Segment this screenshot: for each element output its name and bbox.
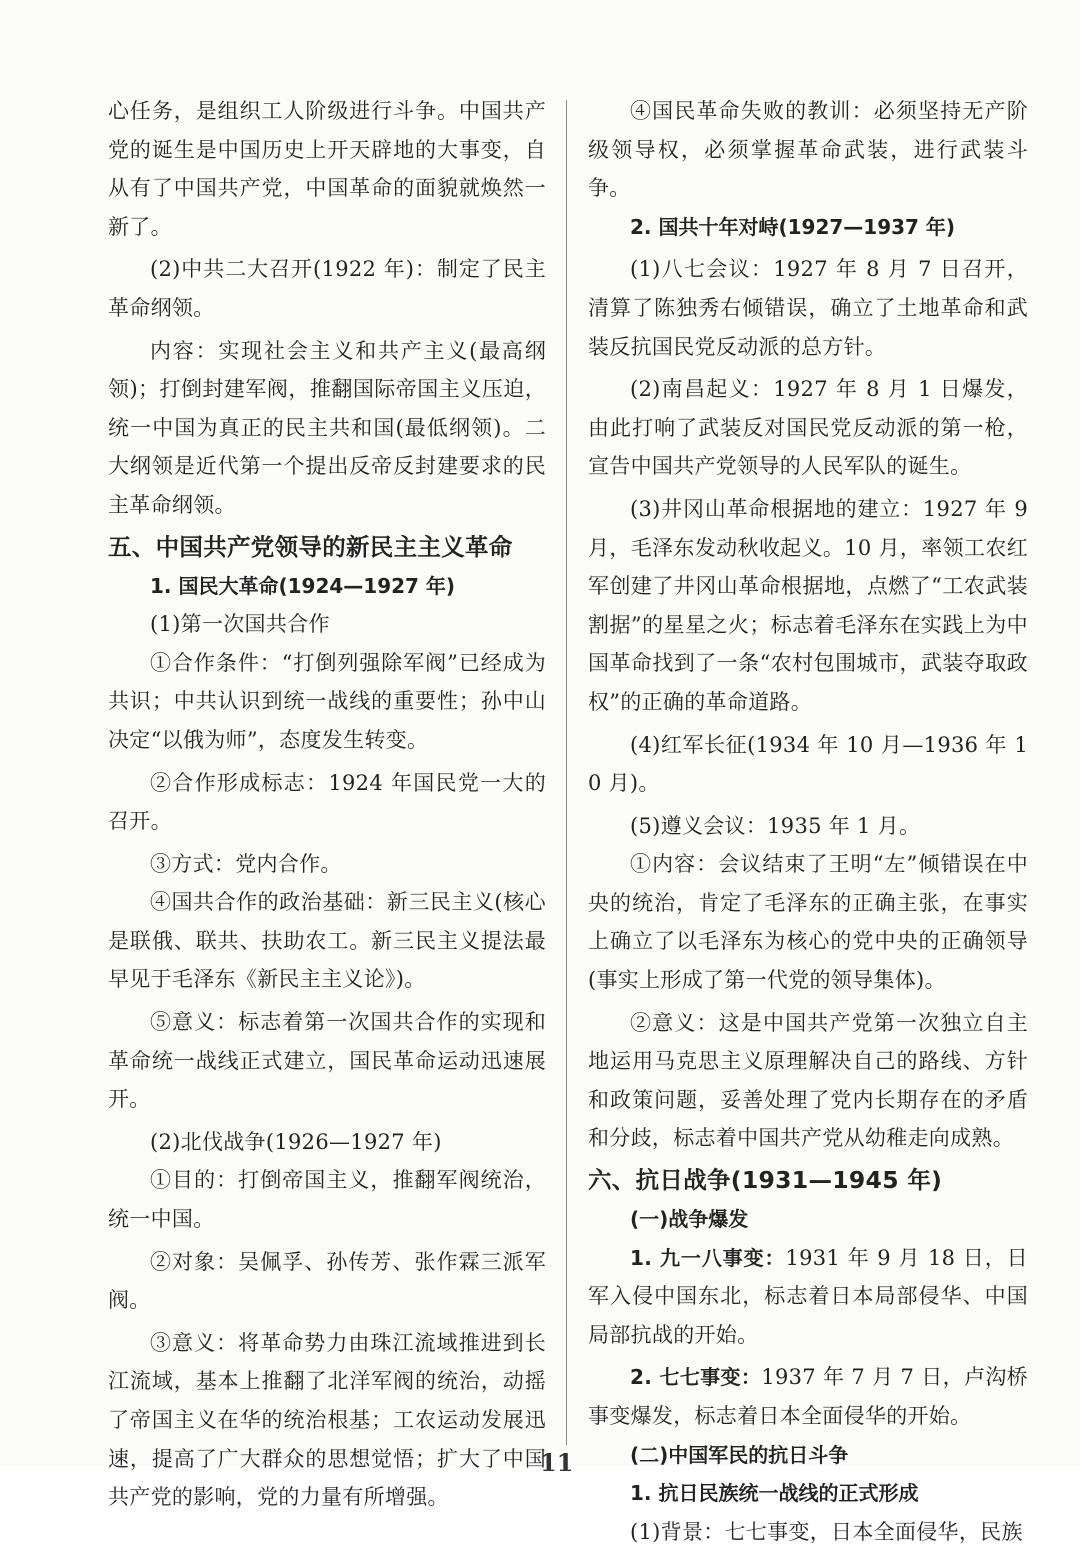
paragraph: (1)第一次国共合作 (150, 612, 330, 637)
subsection-heading: (二)中国军民的抗日斗争 (630, 1442, 849, 1467)
paragraph: (2)北伐战争(1926—1927 年) (150, 1129, 442, 1154)
paragraph: (5)遵义会议：1935 年 1 月。 (630, 813, 921, 838)
paragraph: ②对象：吴佩孚、孙传芳、张作霖三派军阀。 (108, 1249, 546, 1313)
subsection-heading: (一)战争爆发 (630, 1207, 749, 1232)
right-column (588, 92, 1028, 1551)
paragraph-lead: 2. 七七事变： (630, 1365, 762, 1390)
paragraph: (2)中共二大召开(1922 年)：制定了民主革命纲领。 (108, 257, 546, 320)
paragraph: (2)南昌起义：1927 年 8 月 1 日爆发，由此打响了武装反对国民党反动派的第一枪，宣告中国共产党领导的人民军队的诞生。 (588, 377, 1028, 479)
column-divider (566, 100, 567, 1445)
paragraph: ②合作形成标志：1924 年国民党一大的召开。 (108, 770, 546, 834)
section-heading: 五、中国共产党领导的新民主主义革命 (108, 532, 513, 561)
page-number: 11 (540, 1448, 574, 1477)
paragraph-lead: 1. 九一八事变： (630, 1245, 786, 1270)
section-heading: 六、抗日战争(1931—1945 年) (588, 1166, 943, 1195)
paragraph: (1)背景：七七事变，日本全面侵华，民族 (630, 1519, 1023, 1544)
subsection-heading: 2. 国共十年对峙(1927—1937 年) (630, 214, 956, 239)
paragraph: ①合作条件：“打倒列强除军阀”已经成为共识；中共认识到统一战线的重要性；孙中山决定“以俄为师”，态度发生转变。 (108, 650, 546, 752)
paragraph-body: 1937 年 7 月 7 日，卢沟桥事变爆发，标志着日本全面侵华的开始。 (588, 1365, 1028, 1428)
paragraph: ④国民革命失败的教训：必须坚持无产阶级领导权，必须掌握革命武装，进行武装斗争。 (588, 99, 1028, 201)
paragraph: ⑤意义：标志着第一次国共合作的实现和革命统一战线正式建立，国民革命运动迅速展开。 (108, 1010, 546, 1112)
paragraph: ③意义：将革命势力由珠江流域推进到长江流域，基本上推翻了北洋军阀的统治，动摇了帝国主义在华的统治根基；工农运动发展迅速，提高了广大群众的思想觉悟；扩大了中国共产党的影响，党的力量有所增强。 (108, 1330, 546, 1510)
paragraph: 心任务，是组织工人阶级进行斗争。中国共产党的诞生是中国历史上开天辟地的大事变，自从有了中国共产党，中国革命的面貌就焕然一新了。 (108, 99, 546, 239)
subsection-heading: 1. 抗日民族统一战线的正式形成 (630, 1481, 919, 1506)
paragraph: ④国共合作的政治基础：新三民主义(核心是联俄、联共、扶助农工。新三民主义提法最早见于毛泽东《新民主主义论》)。 (108, 890, 546, 992)
paragraph: (1)八七会议：1927 年 8 月 7 日召开，清算了陈独秀右倾错误，确立了土地革命和武装反抗国民党反动派的总方针。 (588, 257, 1028, 359)
left-column (108, 92, 546, 1517)
paragraph: (4)红军长征(1934 年 10 月—1936 年 10 月)。 (588, 732, 1028, 796)
paragraph (588, 1239, 1028, 1355)
paragraph: ②意义：这是中国共产党第一次独立自主地运用马克思主义原理解决自己的路线、方针和政策问题，妥善处理了党内长期存在的矛盾和分歧，标志着中国共产党从幼稚走向成熟。 (588, 1010, 1028, 1151)
subsection-heading: 1. 国民大革命(1924—1927 年) (150, 573, 456, 598)
paragraph: ①目的：打倒帝国主义，推翻军阀统治，统一中国。 (108, 1168, 546, 1232)
paragraph-body: 1931 年 9 月 18 日，日军入侵中国东北，标志着日本局部侵华、中国局部抗战的开始。 (588, 1245, 1028, 1347)
paragraph (588, 1358, 1028, 1435)
paragraph: 内容：实现社会主义和共产主义(最高纲领)；打倒封建军阀，推翻国际帝国主义压迫，统一中国为真正的民主共和国(最低纲领)。二大纲领是近代第一个提出反帝反封建要求的民主革命纲领。 (108, 338, 546, 517)
paragraph: (3)井冈山革命根据地的建立：1927 年 9 月，毛泽东发动秋收起义。10 月，率领工农红军创建了井冈山革命根据地，点燃了“工农武装割据”的星星之火；标志着毛泽东在实践上为中国革命找到了一条“农村包围城市，武装夺取政权”的正确的革命道路。 (588, 496, 1028, 714)
paragraph: ③方式：党内合作。 (150, 851, 342, 876)
paragraph: ①内容：会议结束了王明“左”倾错误在中央的统治，肯定了毛泽东的正确主张，在事实上确立了以毛泽东为核心的党中央的正确领导(事实上形成了第一代党的领导集体)。 (588, 852, 1028, 993)
